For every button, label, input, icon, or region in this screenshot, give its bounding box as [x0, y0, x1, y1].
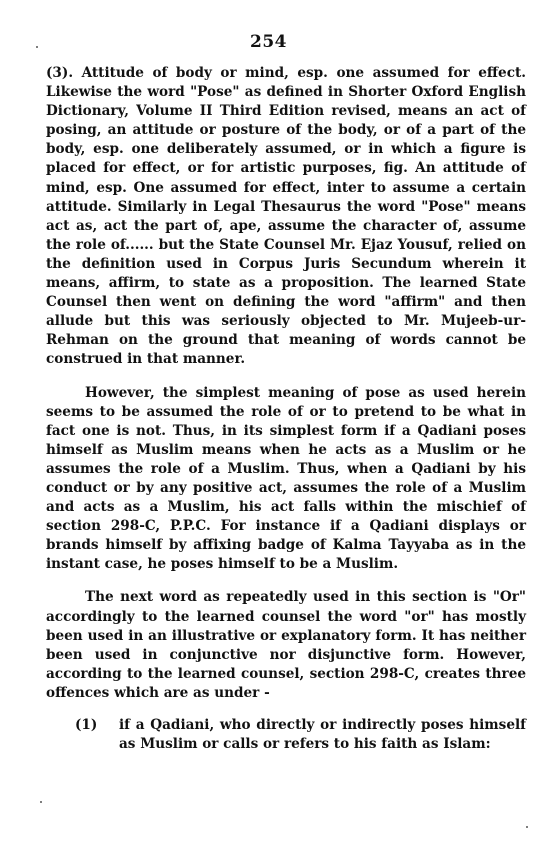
- paragraph-1: (3). Attitude of body or mind, esp. one assumed for effect. Likewise the word "Pose" as defined in Shorter Oxford English Dictionary, Volume II Third Edition revised, means an act of posing, an attitude or posture of the body, or of a part of the body, esp. one deliberately assumed, or in which a figure is placed for effect, or for artistic purposes, fig. An attitude of mind, esp. One assumed for effect, inter to assume a certain attitude. Similarly in Legal Thesaurus the word "Pose" means act as, act the part of, ape, assume the character of, assume the role of...... but the State Counsel Mr. Ejaz Yousuf, relied on the definition used in Corpus Juris Secundum wherein it means, affirm, to state as a proposition. The learned State Counsel then went on defining the word "affirm" and then allude but this was seriously objected to Mr. Mujeeb-ur-Rehman on the ground that meaning of words cannot be construed in that manner.: [46, 65, 526, 368]
- page-number: 254: [250, 32, 287, 52]
- scan-speck: [526, 826, 528, 828]
- list-item: [46, 716, 526, 754]
- offence-list: [46, 716, 526, 754]
- list-item-text: if a Qadiani, who directly or indirectly poses himself as Muslim or calls or refers to his faith as Islam:: [119, 717, 526, 753]
- list-item-number: (1): [75, 717, 98, 733]
- paragraph-2: However, the simplest meaning of pose as used herein seems to be assumed the role of or to pretend to be what in fact one is not. Thus, in its simplest form if a Qadiani poses himself as Muslim means when he acts as a Muslim or he assumes the role of a Muslim. Thus, when a Qadiani by his conduct or by any positive act, assumes the role of a Muslim and acts as a Muslim, his act falls within the mischief of section 298-C, P.P.C. For instance if a Qadiani displays or brands himself by affixing badge of Kalma Tayyaba as in the instant case, he poses himself to be a Muslim.: [46, 384, 526, 573]
- scan-speck: [36, 46, 38, 48]
- body-text: [46, 64, 526, 754]
- paragraph-3: The next word as repeatedly used in this section is "Or" accordingly to the learned counsel the word "or" has mostly been used in an illustrative or explanatory form. It has neither been used in conjunctive nor disjunctive form. However, according to the learned counsel, section 298-C, creates three offences which are as under -: [46, 589, 526, 701]
- scan-speck: [40, 801, 42, 803]
